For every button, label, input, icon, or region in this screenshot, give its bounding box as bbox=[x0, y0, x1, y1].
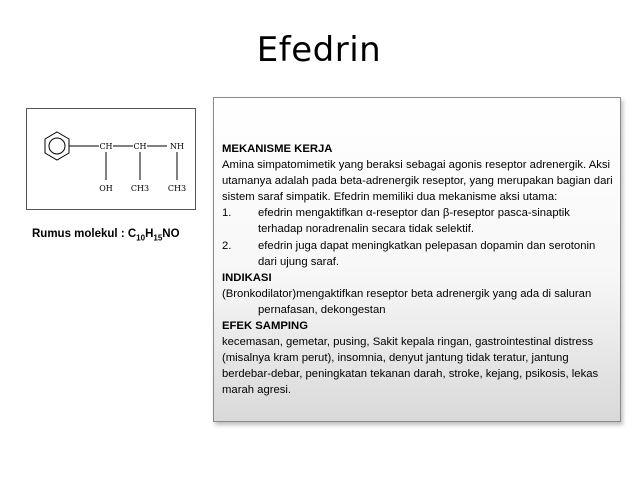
nh-label: NH bbox=[170, 142, 184, 151]
list-number: 2. bbox=[222, 239, 232, 252]
slide-title: Efedrin bbox=[256, 30, 382, 70]
ephedrine-structure-diagram bbox=[26, 108, 196, 210]
content-panel bbox=[213, 97, 621, 422]
indikasi-text: (Bronkodilator)mengaktifkan reseptor beta adrenergik yang ada di saluran bbox=[222, 287, 592, 300]
chain-bonds bbox=[69, 146, 177, 180]
list-text: efedrin mengaktifkan α-reseptor dan β-reseptor pasca-sinaptik bbox=[258, 207, 570, 220]
efek-heading: EFEK SAMPING bbox=[222, 320, 308, 333]
ch-label: CH bbox=[99, 142, 113, 151]
ch3-label: CH3 bbox=[130, 184, 150, 193]
formula-sub-h: 15 bbox=[153, 233, 163, 243]
indikasi-heading: INDIKASI bbox=[222, 271, 272, 284]
list-text-continued: terhadap noradrenalin secara tidak selektif. bbox=[258, 223, 475, 236]
list-item bbox=[222, 238, 616, 254]
ch-label: CH bbox=[133, 142, 147, 151]
formula-sub-c: 10 bbox=[136, 233, 146, 243]
molecular-formula bbox=[32, 228, 180, 242]
mekanisme-heading: MEKANISME KERJA bbox=[222, 143, 333, 155]
formula-suffix: NO bbox=[162, 228, 180, 240]
mekanisme-text: Amina simpatomimetik yang beraksi sebagai agonis reseptor adrenergik. Aksi utamanya adalah pada beta-adrenergik reseptor, yang merupakan bagian dari sistem saraf simpatik. Efedrin memiliki dua mekanisme aksi utama: bbox=[222, 159, 613, 204]
list-item bbox=[222, 205, 616, 221]
efek-text: kecemasan, gemetar, pusing, Sakit kepala ringan, gastrointestinal distress (misalnya kram perut), insomnia, denyut jantung tidak teratur, jantung berdebar-debar, peningkatan tekanan darah, stroke, kejang, psikosis, lekas marah agresi. bbox=[222, 336, 599, 397]
formula-prefix: Rumus molekul : C bbox=[32, 228, 137, 240]
list-text: efedrin juga dapat meningkatkan pelepasan dopamin dan serotonin bbox=[258, 239, 596, 252]
benzene-ring bbox=[45, 132, 69, 160]
list-number: 1. bbox=[222, 207, 232, 220]
oh-label: OH bbox=[99, 184, 113, 193]
panel-content bbox=[222, 141, 616, 399]
indikasi-text-continued: pernafasan, dekongestan bbox=[258, 303, 386, 316]
ch3-label: CH3 bbox=[167, 184, 187, 193]
list-text-continued: dari ujung saraf. bbox=[258, 255, 340, 268]
formula-h: H bbox=[145, 228, 154, 240]
